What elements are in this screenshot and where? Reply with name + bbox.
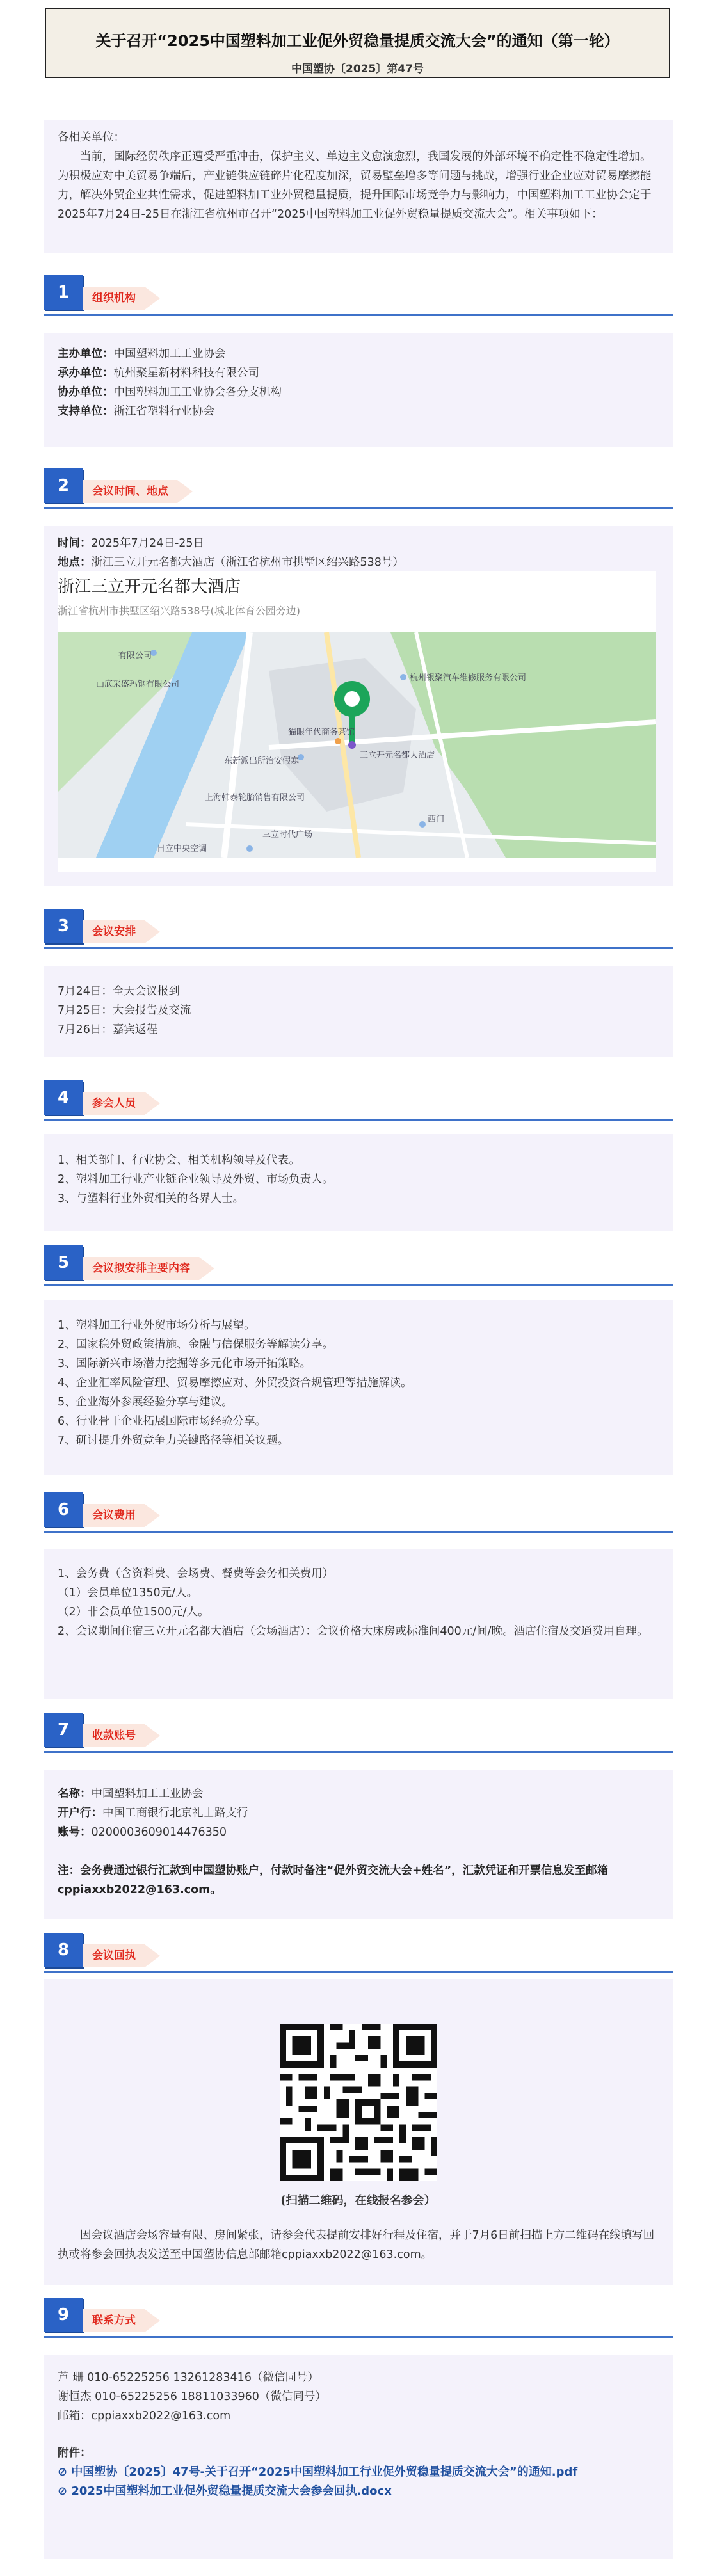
section-rule	[44, 1531, 673, 1533]
attachment-link-1[interactable]: ⊘ 中国塑协〔2025〕47号-关于召开“2025中国塑料加工行业促外贸稳量提质交流大会”的通知.pdf	[58, 2465, 578, 2479]
fee-item: （1）会员单位1350元/人。	[58, 1587, 198, 1599]
content-item: 5、企业海外参展经验分享与建议。	[58, 1396, 233, 1409]
map-label: 三立时代广场	[262, 829, 313, 839]
venue-map[interactable]	[58, 571, 656, 872]
receipt-panel	[44, 1979, 673, 2285]
section-header-7	[44, 1713, 673, 1754]
section-number: 2	[44, 468, 83, 503]
notice-header	[45, 8, 670, 78]
contact-person: 谢恒杰 010-65225256 18811033960（微信同号）	[58, 2390, 326, 2403]
attendees-panel	[44, 1134, 673, 1231]
section-title: 会议回执	[83, 1944, 145, 1967]
attendee-item: 2、塑料加工行业产业链企业领导及外贸、市场负责人。	[58, 1173, 334, 1186]
section-header-5	[44, 1245, 673, 1286]
registration-qr-code[interactable]	[280, 2024, 437, 2181]
section-rule	[44, 1751, 673, 1753]
section-header-3	[44, 909, 673, 950]
schedule-item: 7月24日：全天会议报到	[58, 985, 180, 998]
attendee-item: 1、相关部门、行业协会、相关机构领导及代表。	[58, 1154, 300, 1167]
section-header-6	[44, 1492, 673, 1533]
org-supporter: 支持单位：浙江省塑料行业协会	[58, 405, 214, 418]
map-label: 上海韩泰轮胎销售有限公司	[205, 792, 305, 802]
section-rule	[44, 947, 673, 949]
intro-panel	[44, 120, 673, 253]
content-item: 1、塑料加工行业外贸市场分析与展望。	[58, 1319, 255, 1332]
schedule-item: 7月25日：大会报告及交流	[58, 1004, 191, 1017]
schedule-panel	[44, 966, 673, 1057]
section-rule	[44, 2336, 673, 2338]
map-label: 杭州银聚汽车维修服务有限公司	[410, 673, 527, 682]
content-item: 4、企业汇率风险管理、贸易摩擦应对、外贸投资合规管理等措施解读。	[58, 1377, 412, 1389]
venue-panel	[44, 526, 673, 886]
fee-item: 1、会务费（含资料费、会场费、餐费等会务相关费用）	[58, 1567, 334, 1580]
map-label: 有限公司	[118, 650, 152, 660]
payment-note: 注：会务费通过银行汇款到中国塑协账户，付款时备注“促外贸交流大会+姓名”，汇款凭证和开票信息发至邮箱cppiaxxb2022@163.com。	[58, 1864, 609, 1896]
section-rule	[44, 1119, 673, 1121]
section-header-2	[44, 468, 673, 509]
receipt-instructions: 因会议酒店会场容量有限、房间紧张，请参会代表提前安排好行程及住宿，并于7月6日前扫描上方二维码在线填写回执或将参会回执表发送至中国塑协信息部邮箱cppiaxxb2022@163.com。	[58, 2229, 655, 2261]
fees-panel	[44, 1549, 673, 1699]
section-number: 6	[44, 1492, 83, 1527]
map-canvas[interactable]	[58, 632, 656, 858]
schedule-item: 7月26日：嘉宾返程	[58, 1023, 157, 1036]
organization-panel	[44, 333, 673, 447]
map-label: 猫眼年代商务茶馆	[288, 727, 355, 737]
section-rule	[44, 314, 673, 316]
section-number: 9	[44, 2298, 83, 2332]
section-title: 组织机构	[83, 287, 145, 310]
account-bank: 开户行：中国工商银行北京礼士路支行	[58, 1807, 248, 1820]
content-item: 2、国家稳外贸政策措施、金融与信保服务等解读分享。	[58, 1338, 334, 1351]
contact-person: 芦 珊 010-65225256 13261283416（微信同号）	[58, 2371, 319, 2384]
section-number: 5	[44, 1245, 83, 1280]
map-label: 三立开元名都大酒店	[360, 750, 435, 760]
content-item: 3、国际新兴市场潜力挖掘等多元化市场开拓策略。	[58, 1357, 312, 1370]
fee-item: 2、会议期间住宿三立开元名都大酒店（会场酒店）：会议价格大床房或标准间400元/间/晚。酒店住宿及交通费用自理。	[58, 1625, 648, 1638]
notice-title: 关于召开“2025中国塑料加工业促外贸稳量提质交流大会”的通知（第一轮）	[95, 32, 620, 50]
section-header-4	[44, 1080, 673, 1121]
paperclip-icon: ⊘	[58, 2465, 72, 2479]
section-title: 参会人员	[83, 1092, 145, 1115]
attendee-item: 3、与塑料行业外贸相关的各界人士。	[58, 1192, 245, 1205]
attachments-label: 附件：	[58, 2447, 92, 2460]
map-label: 日立中央空调	[157, 844, 207, 853]
meeting-time: 时间：2025年7月24日-25日	[58, 537, 205, 550]
section-title: 联系方式	[83, 2309, 145, 2332]
section-header-1	[44, 275, 673, 316]
contact-panel	[44, 2355, 673, 2559]
intro-body: 当前，国际经贸秩序正遭受严重冲击，保护主义、单边主义愈演愈烈，我国发展的外部环境不确定性不稳定性增加。为积极应对中美贸易争端后，产业链供应链碎片化程度加深，贸易壁垒增多等问题与挑战，增强行业企业应对贸易摩擦能力，解决外贸企业共性需求，促进塑料加工业外贸稳量提质，提升国际市场竞争力与影响力，中国塑料加工工业协会定于2025年7月24日-25日在浙江省杭州市召开“2025中国塑料加工业促外贸稳量提质交流大会”。相关事项如下：	[58, 150, 652, 221]
org-organizer: 承办单位：杭州聚星新材料科技有限公司	[58, 367, 259, 380]
section-number: 7	[44, 1713, 83, 1747]
section-title: 会议费用	[83, 1504, 145, 1527]
section-title: 收款账号	[83, 1724, 145, 1747]
document-number: 中国塑协〔2025〕第47号	[291, 63, 424, 76]
section-title: 会议拟安排主要内容	[83, 1257, 199, 1280]
section-number: 1	[44, 275, 83, 310]
map-label: 西门	[428, 814, 445, 824]
section-title: 会议时间、地点	[83, 480, 177, 503]
contact-email[interactable]: 邮箱：cppiaxxb2022@163.com	[58, 2410, 231, 2422]
section-header-9	[44, 2298, 673, 2339]
qr-caption: (扫描二维码，在线报名参会）	[280, 2194, 436, 2207]
account-number: 账号：0200003609014476350	[58, 1826, 227, 1839]
fee-item: （2）非会员单位1500元/人。	[58, 1606, 209, 1619]
paperclip-icon: ⊘	[58, 2484, 72, 2498]
org-co-organizer: 协办单位：中国塑料加工工业协会各分支机构	[58, 386, 282, 399]
account-panel	[44, 1770, 673, 1919]
content-item: 7、研讨提升外贸竞争力关键路径等相关议题。	[58, 1434, 289, 1447]
org-host: 主办单位：中国塑料加工工业协会	[58, 348, 226, 360]
attachment-link-2[interactable]: ⊘ 2025中国塑料加工业促外贸稳量提质交流大会参会回执.docx	[58, 2484, 392, 2498]
section-number: 4	[44, 1080, 83, 1115]
section-rule	[44, 507, 673, 509]
content-panel	[44, 1300, 673, 1475]
map-label: 山底采盛玛钢有限公司	[96, 679, 180, 689]
section-title: 会议安排	[83, 920, 145, 943]
section-rule	[44, 1971, 673, 1973]
section-header-8	[44, 1933, 673, 1974]
map-label: 东新派出所治安假寒	[224, 756, 300, 765]
account-name: 名称：中国塑料加工工业协会	[58, 1788, 204, 1800]
meeting-place: 地点：浙江三立开元名都大酒店（浙江省杭州市拱墅区绍兴路538号）	[58, 556, 404, 569]
map-place-name: 浙江三立开元名都大酒店	[58, 577, 241, 596]
map-place-address: 浙江省杭州市拱墅区绍兴路538号(城北体育公园旁边)	[58, 605, 301, 617]
section-number: 3	[44, 909, 83, 943]
section-rule	[44, 1284, 673, 1286]
section-number: 8	[44, 1933, 83, 1967]
content-item: 6、行业骨干企业拓展国际市场经验分享。	[58, 1415, 267, 1428]
salutation: 各相关单位：	[58, 131, 125, 144]
